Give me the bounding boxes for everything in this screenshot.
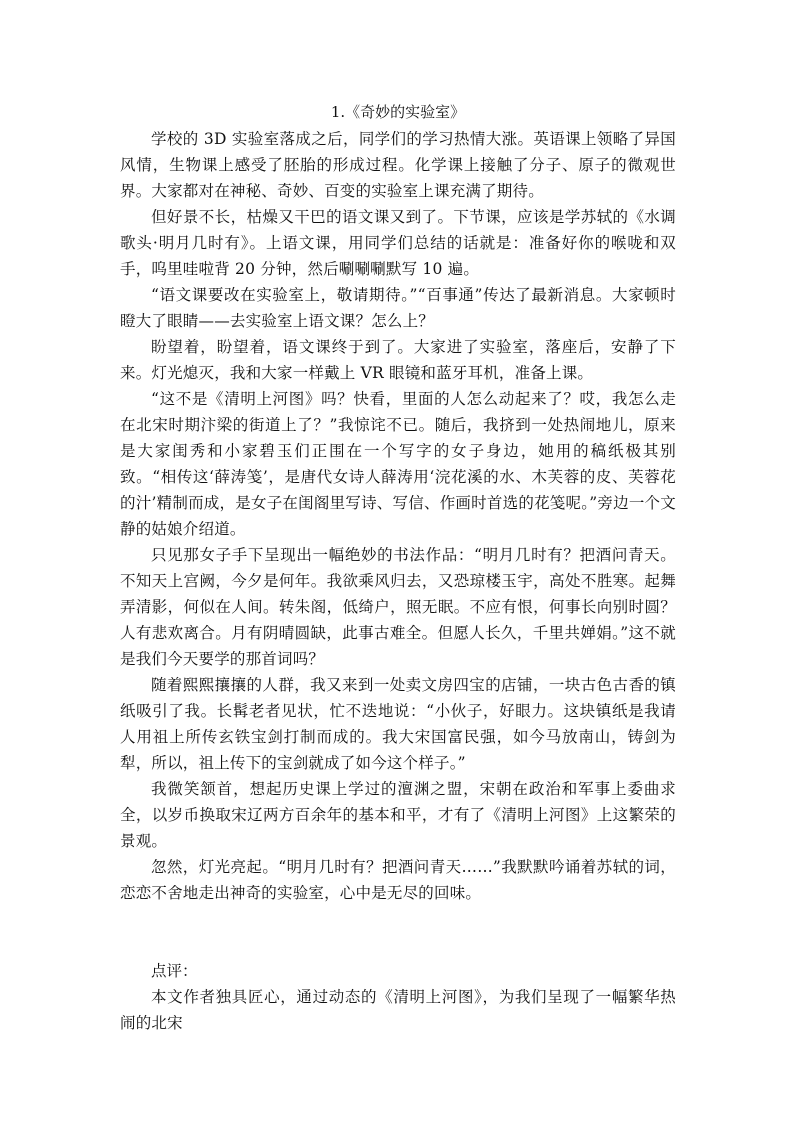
paragraph-9: 忽然，灯光亮起。“明月几时有？把酒问青天……”我默默吟诵着苏轼的词，恋恋不舍地走出神奇的实验室，心中是无尽的回味。 <box>120 858 676 902</box>
paragraph-7: 随着熙熙攘攘的人群，我又来到一处卖文房四宝的店铺，一块古色古香的镇纸吸引了我。长髯老者见状，忙不迭地说：“小伙子，好眼力。这块镇纸是我请人用祖上所传玄铁宝剑打制而成的。我大宋国富民强，如今马放南山，铸剑为犁，所以，祖上传下的宝剑就成了如今这个样子。” <box>120 676 676 772</box>
document-title: 1.《奇妙的实验室》 <box>330 103 466 121</box>
paragraph-1: 学校的 3D 实验室落成之后，同学们的学习热情大涨。英语课上领略了异国风情，生物课上感受了胚胎的形成过程。化学课上接触了分子、原子的微观世界。大家都对在神秘、奇妙、百变的实验室上课充满了期待。 <box>120 130 676 200</box>
review-label: 点评： <box>151 962 198 980</box>
paragraph-4: 盼望着，盼望着，语文课终于到了。大家进了实验室，落座后，安静了下来。灯光熄灭，我和大家一样戴上 VR 眼镜和蓝牙耳机，准备上课。 <box>120 338 676 382</box>
paragraph-3: “语文课要改在实验室上，敬请期待。”“百事通”传达了最新消息。大家顿时瞪大了眼睛——去实验室上语文课？怎么上？ <box>120 286 676 330</box>
paragraph-8: 我微笑颔首，想起历史课上学过的澶渊之盟，宋朝在政治和军事上委曲求全，以岁币换取宋辽两方百余年的基本和平，才有了《清明上河图》上这繁荣的景观。 <box>120 780 676 850</box>
paragraph-6: 只见那女子手下呈现出一幅绝妙的书法作品：“明月几时有？把酒问青天。不知天上宫阙，今夕是何年。我欲乘风归去，又恐琼楼玉宇，高处不胜寒。起舞弄清影，何似在人间。转朱阁，低绮户，照无眠。不应有恨，何事长向别时圆？人有悲欢离合。月有阴晴圆缺，此事古难全。但愿人长久，千里共婵娟。”这不就是我们今天要学的那首词吗？ <box>120 546 676 668</box>
paragraph-5: “这不是《清明上河图》吗？快看，里面的人怎么动起来了？哎，我怎么走在北宋时期汴梁的街道上了？”我惊诧不已。随后，我挤到一处热闹地儿，原来是大家闺秀和小家碧玉们正围在一个写字的女子身边，她用的稿纸极其别致。“相传这‘薛涛笺’，是唐代女诗人薛涛用‘浣花溪的水、木芙蓉的皮、芙蓉花的汁’精制而成，是女子在闺阁里写诗、写信、作画时首选的花笺呢。”旁边一个文静的姑娘介绍道。 <box>120 390 676 538</box>
section-gap <box>120 906 676 958</box>
review-text: 本文作者独具匠心，通过动态的《清明上河图》，为我们呈现了一幅繁华热闹的北宋 <box>120 988 676 1032</box>
document-page <box>120 98 676 1036</box>
paragraph-2: 但好景不长，枯燥又干巴的语文课又到了。下节课，应该是学苏轼的《水调歌头·明月几时有》。上语文课，用同学们总结的话就是：准备好你的喉咙和双手，呜里哇啦背 20 分钟，然后唰唰唰默写 10 遍。 <box>120 208 676 278</box>
